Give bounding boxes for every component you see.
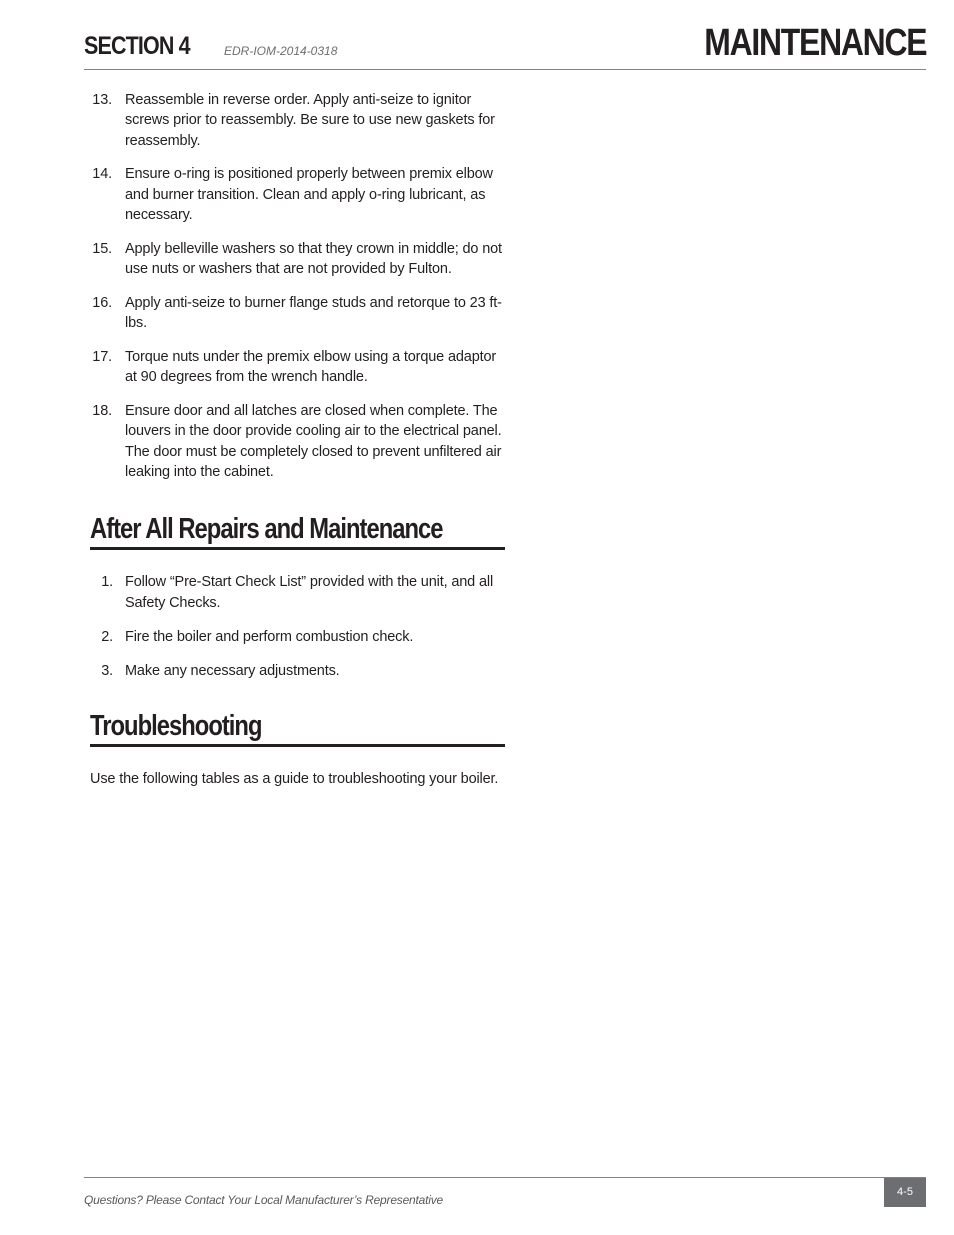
document-id: EDR-IOM-2014-0318 xyxy=(224,44,338,58)
list-item xyxy=(90,164,505,225)
troubleshooting-intro: Use the following tables as a guide to troubleshooting your boiler. xyxy=(90,771,499,788)
heading-underline xyxy=(90,744,505,747)
footer-contact-text: Questions? Please Contact Your Local Manufacturer’s Representative xyxy=(84,1193,444,1207)
step-text: Apply anti-seize to burner flange studs and retorque to 23 ft-lbs. xyxy=(125,294,502,332)
after-repairs-list xyxy=(90,572,505,681)
footer-divider xyxy=(84,1177,926,1178)
step-number: 15. xyxy=(92,240,112,257)
step-text: Follow “Pre-Start Check List” provided with the unit, and all Safety Checks. xyxy=(125,574,494,611)
step-text: Reassemble in reverse order. Apply anti-seize to ignitor screws prior to reassembly. Be sure to use new gaskets for reassembly. xyxy=(125,92,495,149)
list-item xyxy=(90,293,505,334)
heading-underline xyxy=(90,547,505,550)
after-repairs-heading xyxy=(90,512,505,546)
list-item xyxy=(90,239,505,280)
step-number: 3. xyxy=(101,663,113,680)
list-item xyxy=(90,90,505,151)
page-title: MAINTENANCE xyxy=(704,22,926,64)
list-item xyxy=(90,347,505,388)
step-text: Ensure door and all latches are closed when complete. The louvers in the door provide cooling air to the electrical panel. The door must be completely closed to prevent unfiltered air leaking into the cabinet. xyxy=(125,403,502,480)
maintenance-steps-list xyxy=(90,90,505,482)
step-text: Apply belleville washers so that they crown in middle; do not use nuts or washers that are not provided by Fulton. xyxy=(125,240,502,278)
troubleshooting-heading xyxy=(90,709,505,743)
header-divider xyxy=(84,69,926,70)
list-item xyxy=(90,627,505,647)
list-item xyxy=(90,661,505,681)
main-content xyxy=(90,90,505,804)
step-number: 17. xyxy=(92,348,112,365)
step-text: Fire the boiler and perform combustion check. xyxy=(125,628,414,645)
step-text: Torque nuts under the premix elbow using a torque adaptor at 90 degrees from the wrench handle. xyxy=(125,348,497,386)
list-item xyxy=(90,572,505,613)
step-number: 13. xyxy=(92,92,112,108)
step-number: 2. xyxy=(101,628,113,645)
step-number: 16. xyxy=(92,294,112,311)
after-repairs-heading-text: After All Repairs and Maintenance xyxy=(90,513,443,546)
step-number: 1. xyxy=(101,574,113,591)
step-number: 18. xyxy=(92,403,112,420)
step-text: Make any necessary adjustments. xyxy=(125,663,340,680)
troubleshooting-heading-text: Troubleshooting xyxy=(90,710,262,743)
section-label: SECTION 4 xyxy=(84,32,190,60)
step-number: 14. xyxy=(92,166,112,183)
step-text: Ensure o-ring is positioned properly between premix elbow and burner transition. Clean and apply o-ring lubricant, as necessary. xyxy=(125,166,493,223)
list-item xyxy=(90,401,505,482)
page-number-badge: 4-5 xyxy=(884,1178,926,1207)
